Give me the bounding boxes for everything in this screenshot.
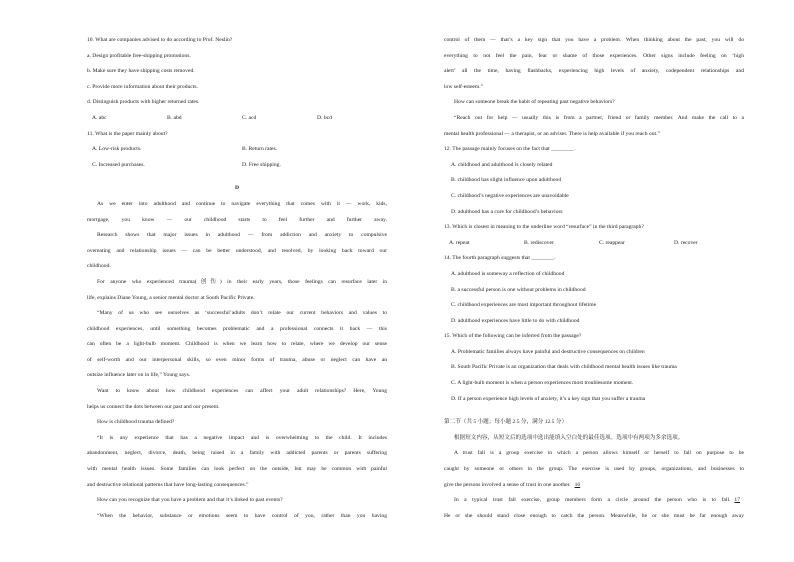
text-line: [444, 220, 744, 236]
line-text: everything to not feel the pain, fear or shame of those experiences. Other signs include feeling on ‘high: [444, 52, 744, 59]
answer-option: [444, 267, 744, 283]
section-title: D: [234, 185, 240, 192]
line-text: “It is any experience that has a negative impact and is overwhelming to the child. It includes: [97, 434, 387, 441]
answer-option: [444, 158, 744, 174]
line-text: and destructive relational patterns that have long-lasting consequences.”: [87, 481, 249, 488]
line-text: C. childhood’s negative experiences are unavoidable: [451, 192, 569, 199]
right-column: [444, 33, 744, 524]
line-text: He or she should stand close enough to catch the person. Meanwhile, he or she must be far enough away: [444, 512, 744, 519]
line-text: How can you recognize that you have a problem and that it’s linked to past events?: [97, 497, 283, 504]
answer-option: A. Low-risk products.: [92, 146, 142, 153]
answer-option: [444, 392, 744, 408]
line-text: How is childhood trauma defined?: [97, 419, 175, 426]
text-line: [87, 493, 387, 509]
passage-line: [87, 213, 387, 229]
answer-option: D. Free shipping.: [242, 161, 281, 168]
text-line: [87, 400, 387, 416]
line-text: 15. Which of the following can be inferred from the passage?: [444, 333, 582, 340]
line-text: B. childhood has slight influence upon adulthood: [451, 177, 562, 184]
line-text: childhood experiences, until something becomes problematic and a professional connects it back — this: [87, 325, 387, 332]
line-text: control of them — that’s a key sign that you have a problem. When thinking about the past, you will do: [444, 37, 744, 43]
text-line: [87, 80, 387, 96]
blank-number: 17: [734, 497, 740, 504]
passage-line: [444, 493, 744, 509]
passage-line: [87, 446, 387, 462]
answer-options-row: [87, 158, 387, 174]
line-text: 11. What is the paper mainly about?: [87, 130, 168, 137]
text-line: [444, 80, 744, 96]
text-line: [444, 431, 744, 447]
blank-number: 16: [574, 481, 581, 488]
answer-option: [444, 189, 744, 205]
answer-option: [444, 360, 744, 376]
spacer: [444, 407, 744, 415]
answer-option: [444, 298, 744, 314]
left-column: [87, 33, 387, 524]
answer-option: [444, 173, 744, 189]
line-text: “Reach out for help — usually this is from a partner, friend or family member. And make the call to a: [454, 114, 744, 121]
line-text: “When the behavior, substance or emotions seem to have control of you, rather than you having: [97, 512, 387, 519]
line-text: B. South Pacific Private is an organization that deals with childhood mental health issues like trauma: [451, 364, 677, 371]
answer-option: [444, 314, 744, 330]
answer-option: D. bcd: [317, 114, 332, 121]
line-text: life, explains Diane Young, a senior mental doctor at South Pacific Private.: [87, 294, 255, 301]
answer-option: [444, 205, 744, 221]
answer-options-row: [87, 142, 387, 158]
text-line: [87, 95, 387, 111]
answer-option: A. repeat: [449, 239, 470, 246]
line-text: A. childhood and adulthood is closely related: [451, 161, 553, 168]
passage-line: [87, 462, 387, 478]
line-text: “Many of us who see ourselves as ‘successful’adults don’t relate our current behaviors and values to: [97, 310, 387, 317]
text-line: [444, 415, 744, 431]
passage-line: [444, 64, 744, 80]
line-text: As we enter into adulthood and continue to navigate everything that comes with it — work, kids,: [97, 200, 387, 207]
line-text: 14. The fourth paragraph suggests that ________.: [444, 255, 556, 262]
line-text: Want to know about how childhood experiences can affect your adult relationships? Here, Young: [97, 388, 387, 395]
line-text: For anyone who experienced trauma(创伤) in their early years, those feelings can resurface later in: [97, 278, 387, 285]
line-text: A trust fall is a group exercise in which a person allows himself or herself to fall on purpose to be: [454, 450, 744, 457]
text-line: [87, 64, 387, 80]
answer-option: [444, 376, 744, 392]
text-line: [444, 142, 744, 158]
line-text: childhood.: [87, 263, 111, 270]
line-text: b. Make sure they have shipping costs removed.: [87, 68, 195, 75]
line-text: 13. Which is closest in meaning to the underline word “resurface” in the third paragraph?: [444, 224, 644, 231]
passage-line: [87, 197, 387, 213]
text-line: [444, 251, 744, 267]
text-line: [87, 368, 387, 384]
answer-option: B. rediscover: [524, 239, 554, 246]
spacer: [87, 173, 387, 181]
line-text: c. Provide more information about their products.: [87, 83, 198, 90]
answer-option: D. recover: [674, 239, 698, 246]
text-line: [87, 478, 387, 494]
text-line: [444, 95, 744, 111]
answer-options-row: [87, 111, 387, 127]
line-text: D. adulthood experiences have little to do with childhood: [451, 317, 580, 324]
line-text: 第二节（共 5 小题；每小题 2.5 分，满分 12.5 分）: [444, 419, 568, 426]
line-text: Research shows that major issues in adulthood — from addiction and anxiety to compulsive: [97, 232, 387, 239]
passage-line: [87, 244, 387, 260]
answer-option: C. Increased purchases.: [92, 161, 145, 168]
text-line: [87, 415, 387, 431]
text-line: [444, 478, 744, 494]
answer-option: [444, 283, 744, 299]
answer-option: [444, 345, 744, 361]
line-text: mortgage, you know — our childhood starts to feel further and further away.: [87, 216, 387, 223]
passage-line: [87, 322, 387, 338]
line-text: helps us connect the dots between our past and our present.: [87, 403, 220, 410]
line-text: can often be a light-bulb moment. Childhood is when we learn how to relate, where we develop our sense: [87, 341, 387, 348]
passage-line: [444, 462, 744, 478]
text-line: [444, 329, 744, 345]
answer-option: B. Return rates.: [242, 146, 278, 153]
line-text: 根据短文内容，从短文后的选项中选出能填入空白处的最佳选项。选项中有两项为多余选项。: [454, 434, 684, 441]
text-line: [87, 127, 387, 143]
text-line: [444, 127, 744, 143]
passage-line: [87, 275, 387, 291]
text-line: [87, 259, 387, 275]
line-text: caught by someone or others in the group. The exercise is used by groups, organizations, and businesses to: [444, 466, 744, 473]
line-text: C. childhood experiences are most important throughout lifetime: [451, 302, 597, 309]
passage-line: [87, 431, 387, 447]
answer-option: C. acd: [242, 114, 257, 121]
passage-line: [444, 509, 744, 525]
line-text: abandonment, neglect, divorce, death, being raised in a family with addicted parents or parents suffering: [87, 450, 387, 457]
line-text: of self-worth and our interpersonal skills, so even minor forms of trauma, abuse or neglect can have an: [87, 356, 387, 363]
passage-line: [444, 49, 744, 65]
line-text: D. If a person experience high levels of anxiety, it’s a key sign that you suffer a trauma: [451, 395, 646, 402]
passage-line: [87, 384, 387, 400]
passage-line: [87, 509, 387, 525]
line-text: d. Distinguish products with higher returned rates.: [87, 99, 200, 106]
passage-line: [87, 337, 387, 353]
line-text: low self-esteem.”: [444, 83, 484, 90]
line-text: give the persons involved a sense of trust in one another.: [444, 481, 571, 488]
line-text: In a typical trust fall exercise, group members form a circle around the person who is to fall.: [454, 497, 731, 504]
line-text: How can someone break the habit of repeating past negative behaviors?: [454, 99, 615, 106]
text-line: [87, 291, 387, 307]
answer-option: C. reappear: [599, 239, 625, 246]
answer-option: A. abc: [92, 114, 107, 121]
line-text: outsize influence later on in life,” Young says.: [87, 372, 191, 379]
line-text: 10. What are companies advised to do according to Prof. Neslin?: [87, 37, 233, 43]
passage-line: [444, 33, 744, 49]
answer-options-row: [444, 236, 744, 252]
line-text: overeating and relationship issues — can be better understood, and resolved, by looking back toward our: [87, 247, 387, 254]
line-text: A. adulthood is someway a reflection of childhood: [451, 270, 565, 277]
line-text: a. Design profitable free-shipping promotions.: [87, 52, 191, 59]
line-text: D. adulthood has a cure for childhood’s behaviors: [451, 208, 563, 215]
line-text: C. A light-bulb moment is when a person experiences most troublesome moment.: [451, 380, 634, 387]
answer-option: B. abd: [167, 114, 182, 121]
passage-line: [87, 228, 387, 244]
line-text: 12. The passage mainly focuses on the fact that ________.: [444, 146, 575, 153]
passage-line: [444, 446, 744, 462]
line-text: mental health professional — a therapist, or an adviser. There is help available if you reach out.”: [444, 130, 660, 137]
passage-line: [87, 353, 387, 369]
passage-line: [444, 111, 744, 127]
passage-line: [87, 306, 387, 322]
line-text: alert’ all the time, having flashbacks, experiencing high levels of anxiety, codependent relationships and: [444, 68, 744, 75]
line-text: B. a successful person is one without problems in childhood: [451, 286, 586, 293]
line-text: A. Problematic families always have painful and destructive consequences on children: [451, 348, 645, 355]
text-line: [87, 33, 387, 49]
text-line: [87, 49, 387, 65]
line-text: with mental health issues. Some families can look perfect on the outside, but may be common with painful: [87, 466, 387, 473]
